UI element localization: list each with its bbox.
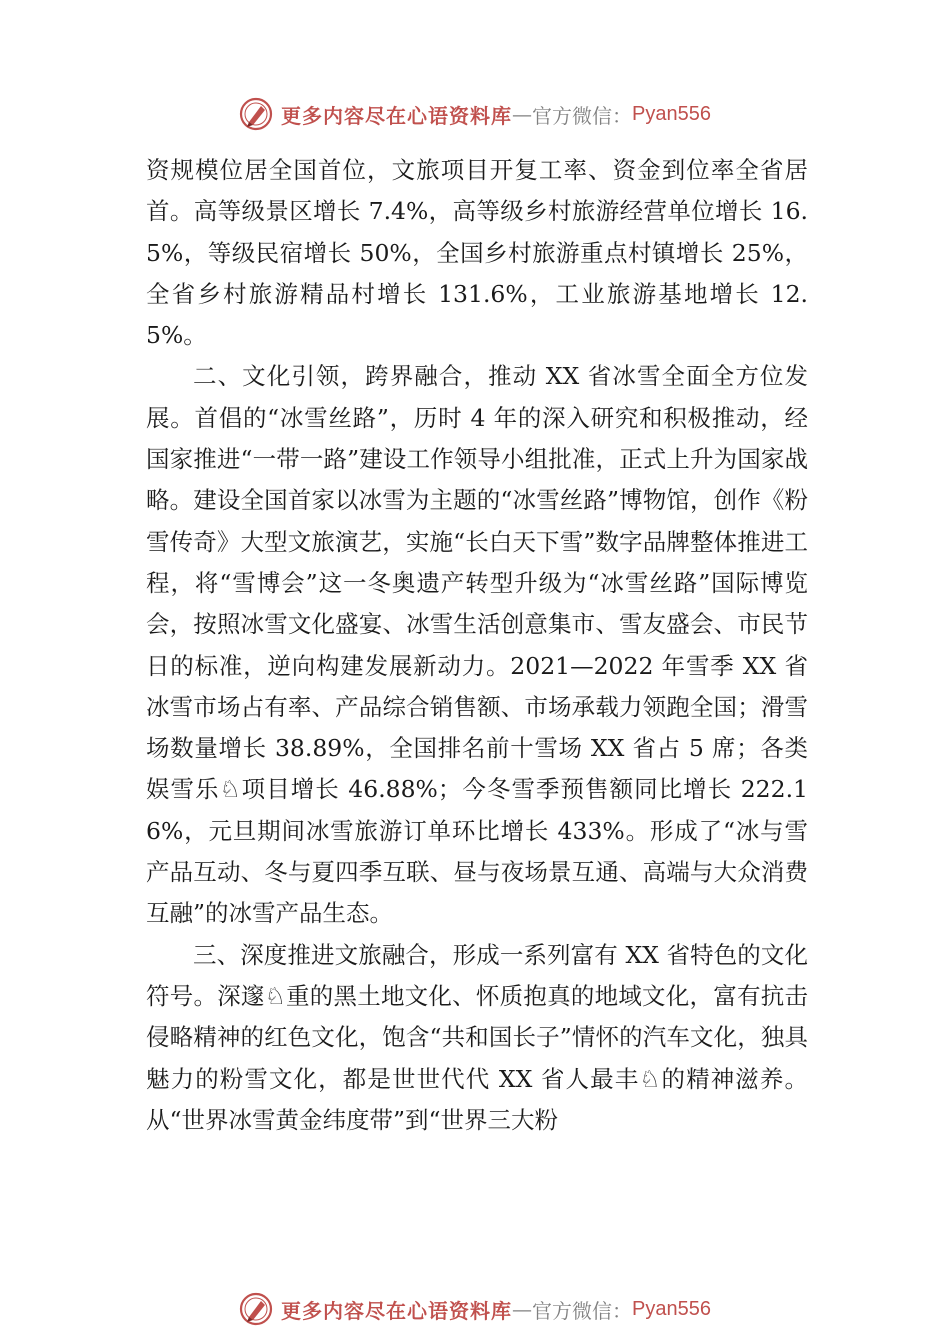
header-contact-id: Pyan556 xyxy=(632,102,711,125)
footer-brand-text: 更多内容尽在心语资料库 xyxy=(281,1298,513,1323)
header-separator: — xyxy=(512,102,533,126)
footer-separator: — xyxy=(512,1297,533,1321)
header-brand-text: 更多内容尽在心语资料库 xyxy=(281,103,513,128)
paragraph-section-two: 二、文化引领，跨界融合，推动 XX 省冰雪全面全方位发展。首倡的“冰雪丝路”，历时 4 年的深入研究和积极推动，经国家推进“一带一路”建设工作领导小组批准，正式上升为国家战略。建设全国首家以冰雪为主题的“冰雪丝路”博物馆，创作《粉雪传奇》大型文旅演艺，实施“长白天下雪”数字品牌整体推进工程，将“雪博会”这一冬奥遗产转型升级为“冰雪丝路”国际博览会，按照冰雪文化盛宴、冰雪生活创意集市、雪友盛会、市民节日的标准，逆向构建发展新动力。2021—2022 年雪季 XX 省冰雪市场占有率、产品综合销售额、市场承载力领跑全国；滑雪场数量增长 38.89%，全国排名前十雪场 XX 省占 5 席；各类娱雪乐♘项目增长 46.88%；今冬雪季预售额同比增长 222.16%，元旦期间冰雪旅游订单环比增长 433%。形成了“冰与雪产品互动、冬与夏四季互联、昼与夜场景互通、高端与大众消费互融”的冰雪产品生态。 xyxy=(146,362,808,928)
footer-contact-label: 官方微信： xyxy=(532,1298,633,1323)
paragraph-section-three: 三、深度推进文旅融合，形成一系列富有 XX 省特色的文化符号。深邃♘重的黑土地文化、怀质抱真的地域文化，富有抗击侵略精神的红色文化，饱含“共和国长子”情怀的汽车文化，独具魅力的粉雪文化，都是世世代代 XX 省人最丰♘的精神滋养。从“世界冰雪黄金纬度带”到“世界三大粉 xyxy=(146,940,808,1134)
pen-nib-logo-icon xyxy=(239,1292,273,1326)
paragraph-continuation: 资规模位居全国首位，文旅项目开复工率、资金到位率全省居首。高等级景区增长 7.4%，高等级乡村旅游经营单位增长 16.5%，等级民宿增长 50%，全国乡村旅游重点村镇增长 25%，全省乡村旅游精品村增长 131.6%，工业旅游基地增长 12.5%。 xyxy=(146,156,808,350)
footer-banner xyxy=(0,1287,950,1331)
pen-nib-logo-icon xyxy=(239,97,273,131)
header-contact-label: 官方微信： xyxy=(532,103,633,128)
document-body xyxy=(146,150,808,1141)
footer-contact-id: Pyan556 xyxy=(632,1297,711,1320)
header-banner xyxy=(0,92,950,136)
